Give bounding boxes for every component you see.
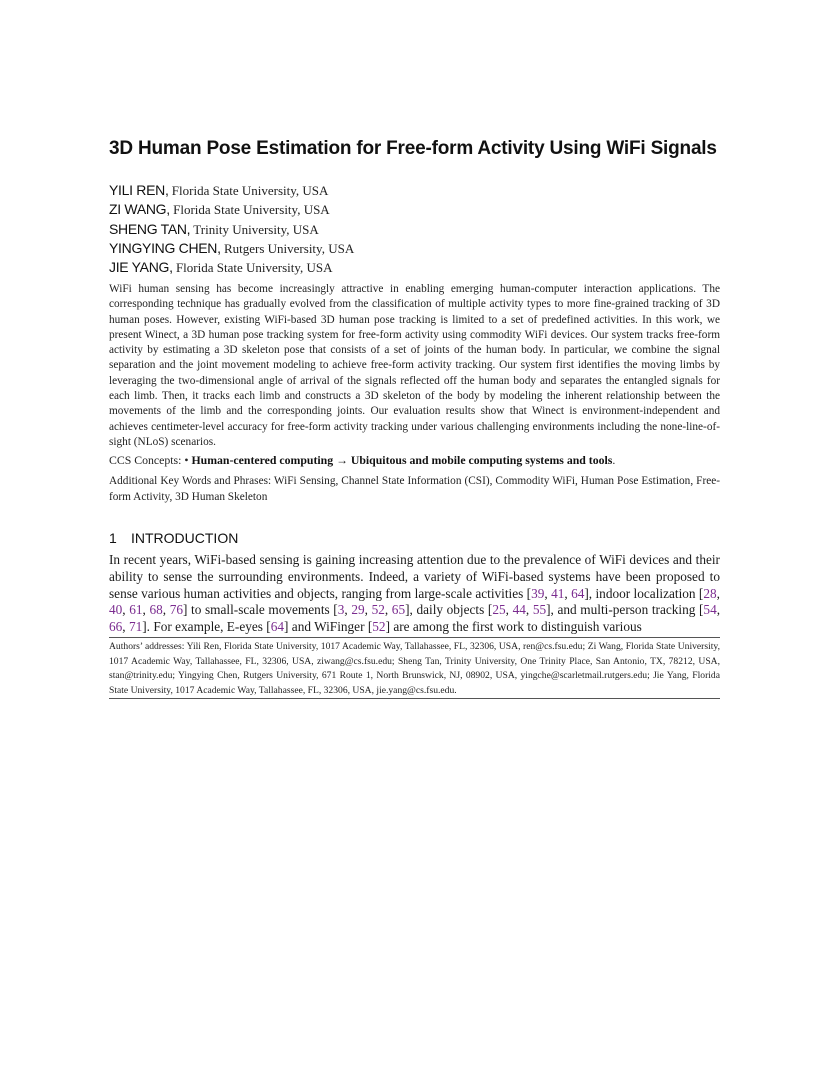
intro-text: , [505, 602, 513, 618]
author-affiliation: Rutgers University, USA [220, 240, 355, 256]
intro-text: , [122, 619, 129, 635]
intro-text: ], daily objects [ [405, 602, 493, 618]
citation-link[interactable]: 66 [109, 619, 123, 635]
abstract: WiFi human sensing has become increasingly attractive in enabling emerging human-computer interaction applications. The corresponding technique has gradually evolved from the classification of multiple activity types to more fine-grained tracking of 3D human poses. However, existing WiFi-based 3D human pose tracking is limited to a set of predefined activities. In this work, we present Winect, a 3D human pose tracking system for free-form activity using commodity WiFi devices. Our system tracks free-form activity by estimating a 3D skeleton pose that consists of a set of joints of the human body. In particular, we combine the signal separation and the joint movement modeling to achieve free-form activity tracking. Our system first identifies the moving limbs by leveraging the two-dimensional angle of arrival of the signals reflected off the human body and separates the entangled signals for each limb. Then, it tracks each limb and constructs a 3D skeleton of the body by modeling the inherent relationship between the movements of the limb and the corresponding joints. Our evaluation results show that Winect is environment-independent and achieves centimeter-level accuracy for free-form activity tracking under various challenging environments including the none-line-of-sight (NLoS) scenarios. [109, 283, 720, 448]
keywords: Additional Key Words and Phrases: WiFi Sensing, Channel State Information (CSI), Commodity WiFi, Human Pose Estimation, Free-form Activity, 3D Human Skeleton [109, 475, 720, 503]
intro-text: , [162, 602, 170, 618]
paper-title: 3D Human Pose Estimation for Free-form Activity Using WiFi Signals [109, 138, 717, 159]
intro-text: , [544, 585, 552, 601]
author-name: YILI REN, [109, 182, 169, 198]
intro-text: In recent years, WiFi-based sensing is gaining increasing attention due to the prevalence of WiFi devices and their ability to sense the surrounding environments. Indeed, a variety of WiFi-based systems have been proposed to sense various human activities and objects, ranging from large-scale activities [ [109, 552, 720, 601]
citation-link[interactable]: 64 [270, 619, 285, 635]
citation-link[interactable]: 55 [532, 602, 547, 618]
ccs-concepts [109, 452, 720, 468]
intro-text: ] are among the first work to distinguish various [385, 619, 642, 635]
citation-link[interactable]: 41 [551, 585, 565, 601]
citation-link[interactable]: 44 [512, 602, 526, 618]
ccs-end: . [612, 453, 616, 467]
citation-link[interactable]: 28 [703, 585, 717, 601]
intro-text: , [364, 602, 372, 618]
citation-link[interactable]: 61 [129, 602, 143, 618]
footnote-divider-bottom [109, 698, 720, 699]
author-name: SHENG TAN, [109, 220, 191, 237]
intro-text: ], indoor localization [ [584, 585, 704, 601]
citation-link[interactable]: 3 [337, 602, 345, 618]
citation-link[interactable]: 40 [109, 602, 123, 618]
intro-text: , [142, 602, 150, 618]
intro-text: , [525, 602, 533, 618]
citation-link[interactable]: 25 [492, 602, 506, 618]
section-heading [109, 529, 720, 547]
author-list [109, 181, 729, 277]
citation-link[interactable]: 76 [169, 602, 183, 618]
authors-addresses-footnote: Authors’ addresses: Yili Ren, Florida State University, 1017 Academic Way, Tallahassee, FL, 32306, USA, ren@cs.fsu.edu; Zi Wang, Florida State University, 1017 Academic Way, Tallahassee, FL, 32306, USA, ziwang@cs.fsu.edu; Sheng Tan, Trinity University, One Trinity Place, San Antonio, TX, 78212, USA, stan@trinity.edu; Yingying Chen, Rutgers University, 671 Route 1, North Brunswick, NJ, 08902, USA, yingche@scarletmail.rutgers.edu; Jie Yang, Florida State University, 1017 Academic Way, Tallahassee, FL, 32306, USA, jie.yang@cs.fsu.edu. [109, 641, 720, 696]
citation-link[interactable]: 52 [372, 619, 386, 635]
author-affiliation: Florida State University, USA [168, 183, 329, 198]
intro-text: , [716, 585, 720, 601]
citation-link[interactable]: 54 [703, 602, 717, 618]
intro-text: , [122, 602, 130, 618]
citation-link[interactable]: 52 [371, 602, 385, 618]
intro-text: , [344, 602, 352, 618]
author-name: YINGYING CHEN, [109, 239, 221, 256]
section-title: INTRODUCTION [131, 530, 239, 546]
author-affiliation: Trinity University, USA [190, 221, 319, 237]
author-name: ZI WANG, [109, 201, 170, 218]
author-entry [109, 239, 729, 258]
ccs-label: CCS Concepts: • [109, 453, 189, 467]
footnote-divider-top [109, 637, 720, 638]
author-name: JIE YANG, [109, 259, 173, 276]
intro-text: ], and multi-person tracking [ [546, 602, 704, 618]
author-affiliation: Florida State University, USA [169, 202, 330, 218]
author-entry [109, 181, 729, 200]
ccs-concept: Human-centered computing → Ubiquitous and mobile computing systems and tools [188, 453, 613, 467]
citation-link[interactable]: 65 [391, 602, 406, 618]
section-number: 1 [109, 530, 117, 546]
citation-link[interactable]: 29 [351, 602, 365, 618]
author-affiliation: Florida State University, USA [172, 260, 333, 276]
citation-link[interactable]: 68 [149, 602, 163, 618]
author-entry [109, 220, 729, 239]
citation-link[interactable]: 71 [128, 619, 143, 635]
intro-text: ] and WiFinger [ [284, 619, 373, 635]
intro-text: ] to small-scale movements [ [183, 602, 338, 618]
intro-text: , [716, 602, 721, 618]
author-entry [109, 258, 729, 277]
intro-text: , [384, 602, 392, 618]
author-entry [109, 200, 729, 219]
citation-link[interactable]: 39 [531, 585, 545, 601]
citation-link[interactable]: 64 [571, 585, 585, 601]
intro-paragraph [109, 552, 720, 636]
intro-text: ]. For example, E-eyes [ [142, 619, 271, 635]
intro-text: , [564, 585, 572, 601]
